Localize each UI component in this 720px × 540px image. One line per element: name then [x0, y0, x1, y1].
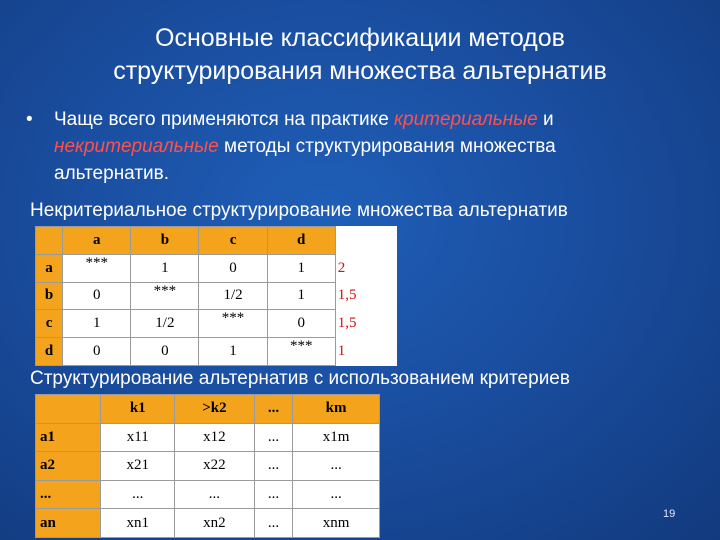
table-cell: xn1 [101, 509, 175, 538]
bullet-text-part1: Чаще всего применяются на практике [54, 109, 395, 130]
table-cell: 0 [63, 338, 131, 366]
table-cell: *** [199, 310, 267, 338]
header-cell: b [131, 227, 199, 255]
table-cell: 1 [63, 310, 131, 338]
row-label: an [36, 509, 101, 538]
header-cell: ... [254, 395, 292, 424]
table-row [36, 338, 398, 366]
row-label: c [36, 310, 63, 338]
header-cell: k1 [101, 395, 175, 424]
table-cell: 0 [63, 282, 131, 310]
table-cell: x21 [101, 452, 175, 481]
highlight-noncriterial: некритериальные [54, 136, 219, 157]
table-cell: ... [254, 423, 292, 452]
table-row [36, 423, 380, 452]
table-row [36, 480, 380, 509]
table-cell: xn2 [175, 509, 255, 538]
table-cell: x11 [101, 423, 175, 452]
table-cell: 1 [131, 254, 199, 282]
table-row [36, 452, 380, 481]
table-cell: ... [293, 480, 380, 509]
table-cell: ... [254, 480, 292, 509]
table-cell: ... [101, 480, 175, 509]
bullet-paragraph [26, 106, 676, 187]
table-cell: 1 [199, 338, 267, 366]
row-label: a1 [36, 423, 101, 452]
row-sum: 1 [335, 338, 397, 366]
table-cell: 1 [267, 282, 335, 310]
table-header-row [36, 227, 398, 255]
bullet-text [54, 106, 676, 187]
table-cell: 1/2 [199, 282, 267, 310]
subtitle-criterial: Структурирование альтернатив с использованием критериев [30, 368, 570, 389]
bullet-dot-icon: • [26, 109, 33, 130]
table-cell: xnm [293, 509, 380, 538]
header-cell: d [267, 227, 335, 255]
header-cell: >k2 [175, 395, 255, 424]
page-number: 19 [663, 508, 676, 520]
highlight-criterial: критериальные [394, 109, 538, 130]
table-cell: x22 [175, 452, 255, 481]
table-cell: x1m [293, 423, 380, 452]
row-label: b [36, 282, 63, 310]
row-sum: 1,5 [335, 282, 397, 310]
bullet-text-part3: методы структурирования множества альтернатив. [54, 136, 556, 184]
criterial-table [35, 394, 380, 538]
sum-header-cell [335, 227, 397, 255]
row-label: a2 [36, 452, 101, 481]
table-row [36, 282, 398, 310]
table-cell: 1/2 [131, 310, 199, 338]
slide-title [0, 22, 720, 88]
header-cell: km [293, 395, 380, 424]
table-row [36, 509, 380, 538]
row-sum: 1,5 [335, 310, 397, 338]
table-cell: ... [175, 480, 255, 509]
header-cell: c [199, 227, 267, 255]
table-cell: 1 [267, 254, 335, 282]
header-cell: a [63, 227, 131, 255]
row-sum: 2 [335, 254, 397, 282]
table-row [36, 254, 398, 282]
table-header-row [36, 395, 380, 424]
subtitle-noncriterial: Некритериальное структурирование множества альтернатив [30, 200, 568, 221]
table-cell: *** [131, 282, 199, 310]
table-cell: x12 [175, 423, 255, 452]
noncriterial-table [35, 226, 397, 366]
table-cell: ... [254, 509, 292, 538]
table-cell: ... [254, 452, 292, 481]
table-cell: 0 [267, 310, 335, 338]
table-cell: *** [63, 254, 131, 282]
row-label: a [36, 254, 63, 282]
table-cell: 0 [199, 254, 267, 282]
header-cell [36, 227, 63, 255]
table-row [36, 310, 398, 338]
header-cell [36, 395, 101, 424]
table-cell: ... [293, 452, 380, 481]
title-line-1: Основные классификации методов [155, 24, 565, 52]
title-line-2: структурирования множества альтернатив [113, 57, 607, 85]
row-label: ... [36, 480, 101, 509]
bullet-text-part2: и [537, 109, 554, 130]
row-label: d [36, 338, 63, 366]
table-cell: *** [267, 338, 335, 366]
table-cell: 0 [131, 338, 199, 366]
